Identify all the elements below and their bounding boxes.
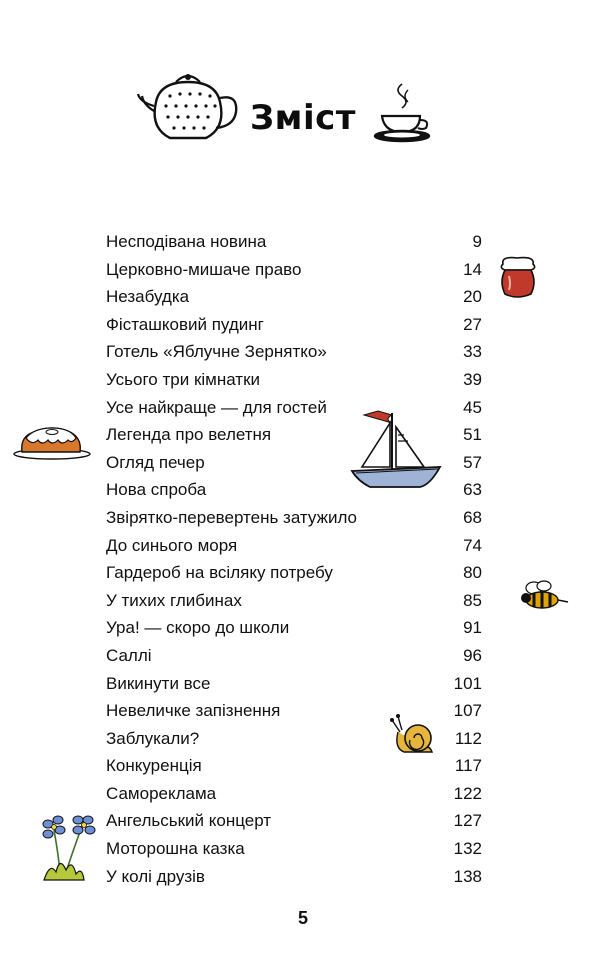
toc-entry-title: Викинути все: [106, 673, 211, 693]
toc-entry-page: 138: [453, 866, 482, 886]
toc-entry-page: 80: [463, 563, 482, 583]
toc-entry-title: Усе найкраще — для гостей: [106, 397, 327, 417]
toc-entry[interactable]: [106, 311, 482, 339]
toc-entry-title: У тихих глибинах: [106, 590, 242, 610]
toc-entry-page: 63: [463, 480, 482, 500]
toc-entry-page: 57: [463, 452, 482, 472]
toc-entry-title: У колі друзів: [106, 866, 205, 886]
toc-entry-title: Самореклама: [106, 783, 217, 803]
toc-entry[interactable]: [106, 338, 482, 366]
toc-entry-title: Заблукали?: [106, 728, 200, 748]
toc-entry[interactable]: [106, 614, 482, 642]
toc-entry[interactable]: [106, 256, 482, 284]
toc-entry[interactable]: [106, 449, 482, 477]
page-title: Зміст: [250, 98, 356, 138]
toc-entry-title: Моторошна казка: [106, 839, 245, 859]
toc-entry-page: 117: [454, 756, 482, 776]
toc-entry-page: 127: [453, 811, 482, 831]
toc-entry-page: 112: [454, 728, 482, 748]
toc-entry[interactable]: [106, 504, 482, 532]
cake-icon: [12, 418, 92, 460]
toc-entry[interactable]: [106, 476, 482, 504]
toc-entry[interactable]: [106, 697, 482, 725]
toc-entry[interactable]: [106, 642, 482, 670]
flowers-icon: [34, 812, 100, 884]
toc-entry-page: 132: [453, 839, 482, 859]
toc-entry[interactable]: [106, 725, 482, 753]
toc-entry[interactable]: [106, 532, 482, 560]
toc-entry-title: Саллі: [106, 645, 152, 665]
toc-entry-title: Невеличке запізнення: [106, 701, 281, 721]
toc-entry-title: Фісташковий пудинг: [106, 314, 264, 334]
toc-entry[interactable]: [106, 835, 482, 863]
toc-entry-page: 68: [463, 507, 482, 527]
toc-entry-page: 14: [463, 259, 482, 279]
toc-entry-page: 39: [463, 369, 482, 389]
toc-entry-title: Незабудка: [106, 287, 190, 307]
toc-entry-page: 33: [463, 342, 482, 362]
toc-entry-page: 20: [463, 287, 482, 307]
teapot-icon: [136, 72, 240, 144]
toc-entry-page: 101: [453, 673, 482, 693]
toc-entry-page: 45: [463, 397, 482, 417]
toc-entry[interactable]: [106, 366, 482, 394]
toc-entry-title: До синього моря: [106, 535, 238, 555]
bee-icon: [518, 578, 570, 614]
toc-entry-title: Конкуренція: [106, 756, 202, 776]
toc-entry-page: 9: [472, 232, 482, 251]
teacup-icon: [372, 80, 434, 144]
toc-entry[interactable]: [106, 587, 482, 615]
toc-entry[interactable]: [106, 670, 482, 698]
toc-entry[interactable]: [106, 752, 482, 780]
toc-entry-title: Нова спроба: [106, 480, 207, 500]
toc-entry-title: Ура! — скоро до школи: [106, 618, 290, 638]
toc-entry-title: Легенда про велетня: [106, 425, 272, 445]
toc-entry[interactable]: [106, 780, 482, 808]
toc-entry[interactable]: [106, 807, 482, 835]
toc-entry-title: Звірятко-перевертень затужило: [106, 507, 358, 527]
page-number: 5: [297, 908, 308, 928]
toc-entry-title: Гардероб на всіляку потребу: [106, 563, 333, 583]
toc-entry[interactable]: [106, 394, 482, 422]
toc-entry-title: Несподівана новина: [106, 232, 267, 251]
toc-entry[interactable]: [106, 228, 482, 256]
toc-entry-page: 27: [463, 314, 482, 334]
toc-entry-page: 122: [453, 783, 482, 803]
table-of-contents: [106, 228, 482, 890]
toc-entry-title: Ангельський концерт: [106, 811, 272, 831]
toc-entry[interactable]: [106, 283, 482, 311]
toc-entry-page: 96: [463, 645, 482, 665]
toc-entry[interactable]: [106, 421, 482, 449]
toc-entry-page: 51: [463, 425, 482, 445]
toc-entry-page: 74: [463, 535, 482, 555]
toc-entry[interactable]: [106, 863, 482, 891]
toc-entry-page: 91: [463, 618, 482, 638]
toc-entry-title: Готель «Яблучне Зернятко»: [106, 342, 327, 362]
toc-entry-title: Церковно-мишаче право: [106, 259, 302, 279]
toc-entry[interactable]: [106, 559, 482, 587]
toc-entry-page: 107: [453, 701, 482, 721]
jam-jar-icon: [497, 254, 539, 300]
toc-entry-page: 85: [463, 590, 482, 610]
toc-entry-title: Усього три кімнатки: [106, 369, 261, 389]
toc-entry-title: Огляд печер: [106, 452, 205, 472]
